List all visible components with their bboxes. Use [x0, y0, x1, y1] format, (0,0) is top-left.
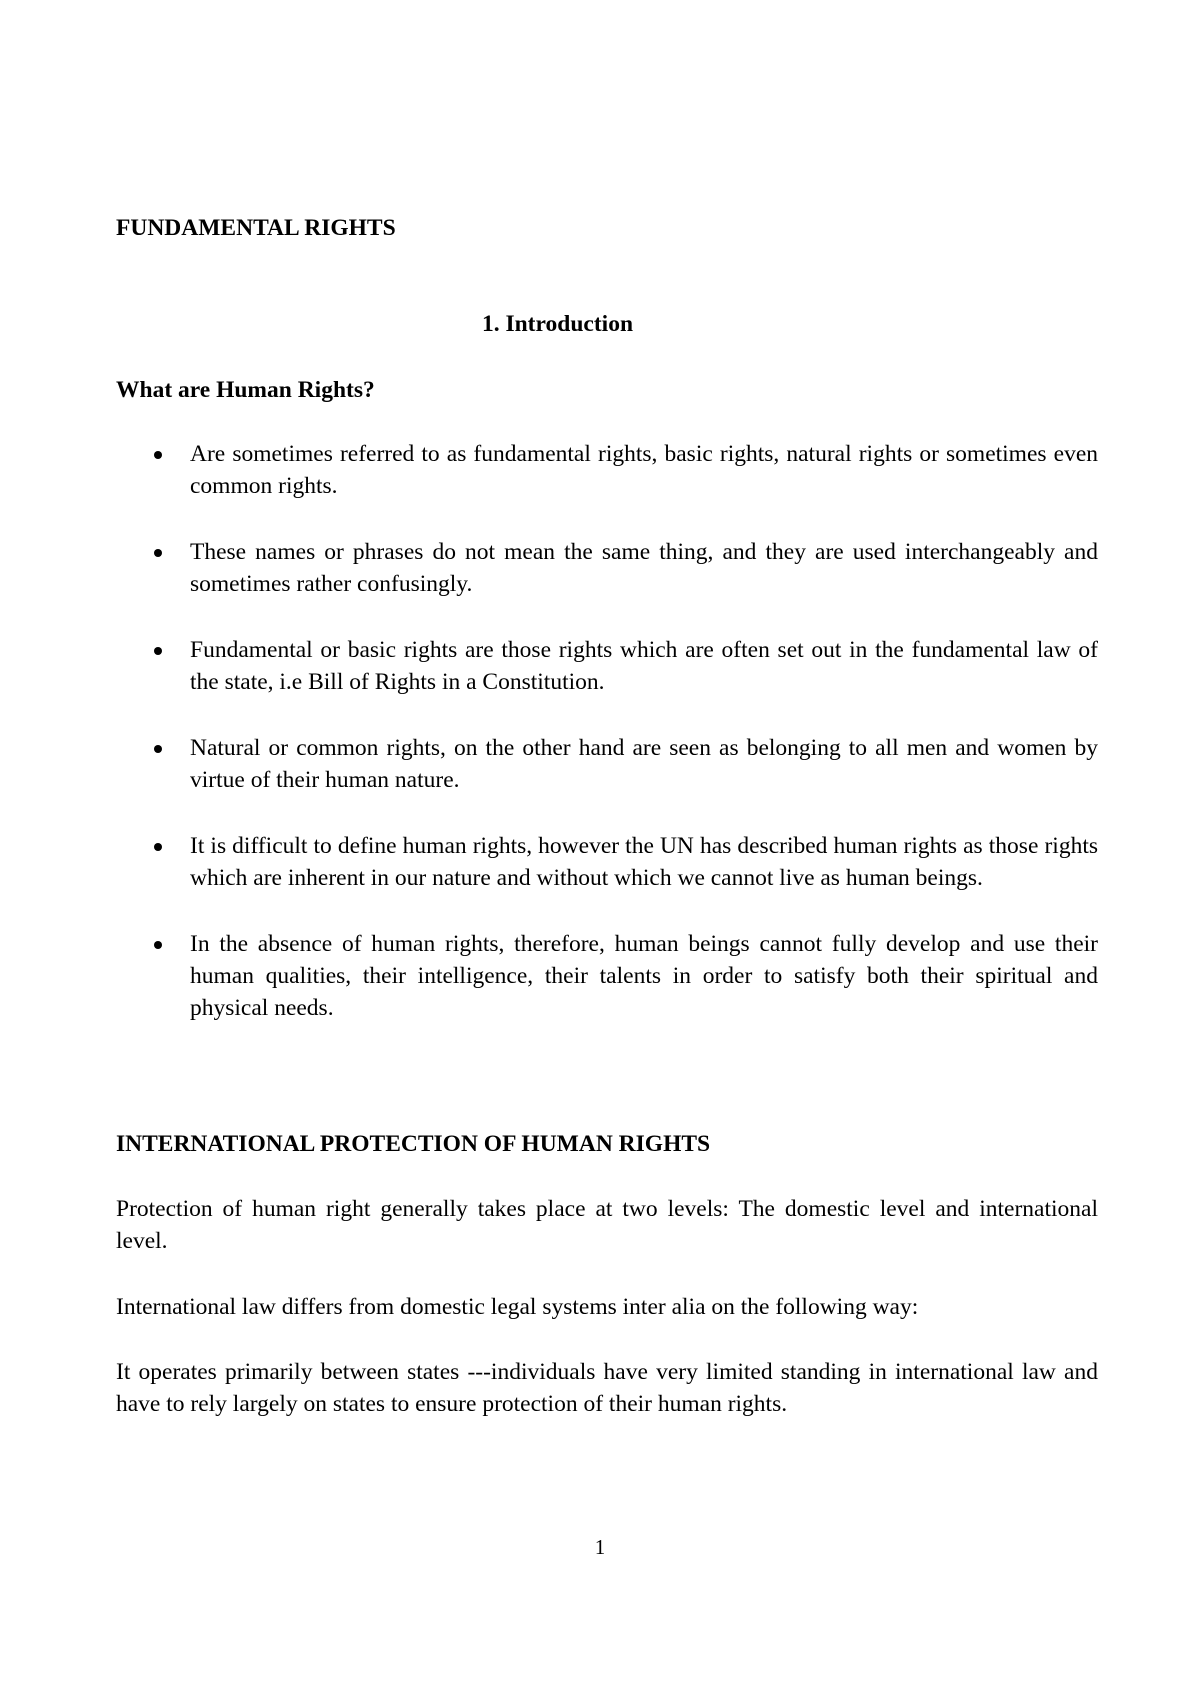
list-item-text: Fundamental or basic rights are those rights which are often set out in the fundamental law of the state, i.e Bill of Rights in a Constitution.: [190, 637, 1098, 695]
international-protection-heading: INTERNATIONAL PROTECTION OF HUMAN RIGHTS: [116, 1131, 711, 1157]
list-item-text: It is difficult to define human rights, however the UN has described human rights as those rights which are inherent in our nature and without which we cannot live as human beings.: [190, 833, 1098, 891]
section-heading-text: 1. Introduction: [481, 311, 634, 337]
paragraph-international-law-differences: International law differs from domestic legal systems inter alia on the following way:: [116, 1294, 919, 1320]
bullet-icon: [154, 941, 162, 949]
question-heading: What are Human Rights?: [116, 377, 375, 403]
list-item: [116, 634, 1098, 698]
list-item-text: Are sometimes referred to as fundamental rights, basic rights, natural rights or sometimes even common rights.: [190, 441, 1098, 499]
list-item-text: These names or phrases do not mean the same thing, and they are used interchangeably and sometimes rather confusingly.: [190, 539, 1098, 597]
bullet-icon: [154, 647, 162, 655]
bullet-icon: [154, 549, 162, 557]
list-item: [116, 438, 1098, 502]
bullet-icon: [154, 745, 162, 753]
list-item: [116, 928, 1098, 1024]
list-item-text: In the absence of human rights, therefore, human beings cannot fully develop and use their human qualities, their intelligence, their talents in order to satisfy both their spiritual and physical needs.: [190, 931, 1098, 1021]
bullet-icon: [154, 451, 162, 459]
paragraph-protection-levels: Protection of human right generally takes place at two levels: The domestic level and international level.: [116, 1196, 1098, 1254]
page-number: 1: [594, 1535, 606, 1559]
list-item: [116, 536, 1098, 600]
list-item: [116, 732, 1098, 796]
list-item-text: Natural or common rights, on the other hand are seen as belonging to all men and women by virtue of their human nature.: [190, 735, 1098, 793]
bullet-list: [116, 438, 1098, 1058]
paragraph-operates-between-states: It operates primarily between states ---individuals have very limited standing in international law and have to rely largely on states to ensure protection of their human rights.: [116, 1359, 1098, 1417]
list-item: [116, 830, 1098, 894]
document-title: FUNDAMENTAL RIGHTS: [116, 215, 396, 241]
section-heading: [0, 308, 1115, 340]
bullet-icon: [154, 843, 162, 851]
